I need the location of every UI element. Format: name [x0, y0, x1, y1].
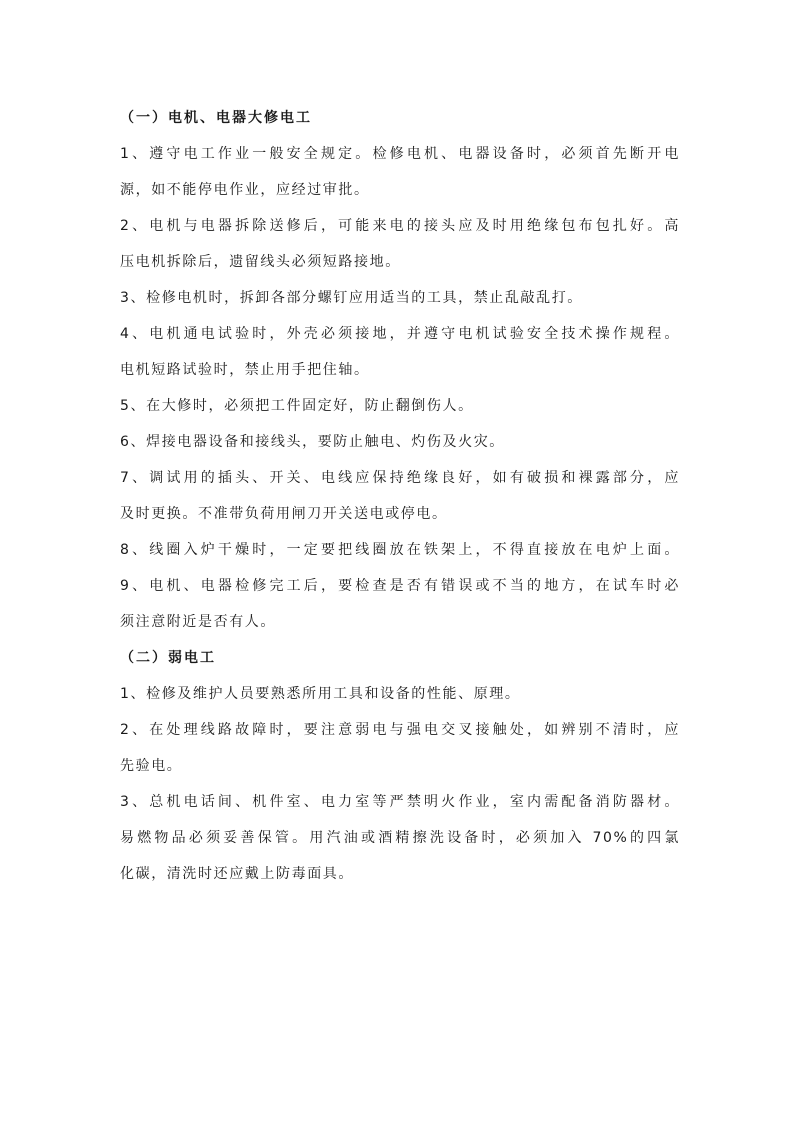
- section-1-item-9: [120, 568, 680, 640]
- paragraph-line: 9、电机、电器检修完工后，要检查是否有错误或不当的地方，在试车时必: [120, 578, 680, 594]
- document-page: [120, 100, 680, 892]
- section-1-item-3: [120, 280, 680, 316]
- section-2-item-3: [120, 784, 680, 892]
- section-2-heading: （二）弱电工: [120, 650, 216, 666]
- paragraph-line: 1、遵守电工作业一般安全规定。检修电机、电器设备时，必须首先断开电: [120, 146, 680, 162]
- paragraph-line: 3、检修电机时，拆卸各部分螺钉应用适当的工具，禁止乱敲乱打。: [120, 290, 583, 306]
- section-1-item-6: [120, 424, 680, 460]
- paragraph-line: 化碳，清洗时还应戴上防毒面具。: [120, 866, 354, 882]
- section-2-item-2: [120, 712, 680, 784]
- section-1-item-7: [120, 460, 680, 532]
- section-2-item-1: [120, 676, 680, 712]
- paragraph-line: 压电机拆除后，遗留线头必须短路接地。: [120, 254, 401, 270]
- paragraph-line: 4、电机通电试验时，外壳必须接地，并遵守电机试验安全技术操作规程。: [120, 326, 680, 342]
- section-1-item-2: [120, 208, 680, 280]
- paragraph-line: 电机短路试验时，禁止用手把住轴。: [120, 362, 370, 378]
- paragraph-line: 6、焊接电器设备和接线头，要防止触电、灼伤及火灾。: [120, 434, 505, 450]
- paragraph-line: 源，如不能停电作业，应经过审批。: [120, 182, 370, 198]
- paragraph-line: 3、总机电话间、机件室、电力室等严禁明火作业，室内需配备消防器材。: [120, 794, 680, 810]
- paragraph-line: 及时更换。不准带负荷用闸刀开关送电或停电。: [120, 506, 448, 522]
- paragraph-line: 须注意附近是否有人。: [120, 614, 276, 630]
- section-1-item-8: [120, 532, 680, 568]
- paragraph-line: 7、调试用的插头、开关、电线应保持绝缘良好，如有破损和裸露部分，应: [120, 470, 680, 486]
- paragraph-line: 易燃物品必须妥善保管。用汽油或酒精擦洗设备时，必须加入 70%的四氯: [120, 830, 680, 846]
- section-1-heading: （一）电机、电器大修电工: [120, 110, 312, 126]
- paragraph-line: 先验电。: [120, 758, 183, 774]
- section-1-item-4: [120, 316, 680, 388]
- paragraph-line: 2、在处理线路故障时，要注意弱电与强电交叉接触处，如辨别不清时，应: [120, 722, 680, 738]
- paragraph-line: 2、电机与电器拆除送修后，可能来电的接头应及时用绝缘包布包扎好。高: [120, 218, 680, 234]
- section-1-item-5: [120, 388, 680, 424]
- paragraph-line: 8、线圈入炉干燥时，一定要把线圈放在铁架上，不得直接放在电炉上面。: [120, 542, 680, 558]
- section-1-item-1: [120, 136, 680, 208]
- paragraph-line: 1、检修及维护人员要熟悉所用工具和设备的性能、原理。: [120, 686, 521, 702]
- paragraph-line: 5、在大修时，必须把工件固定好，防止翻倒伤人。: [120, 398, 474, 414]
